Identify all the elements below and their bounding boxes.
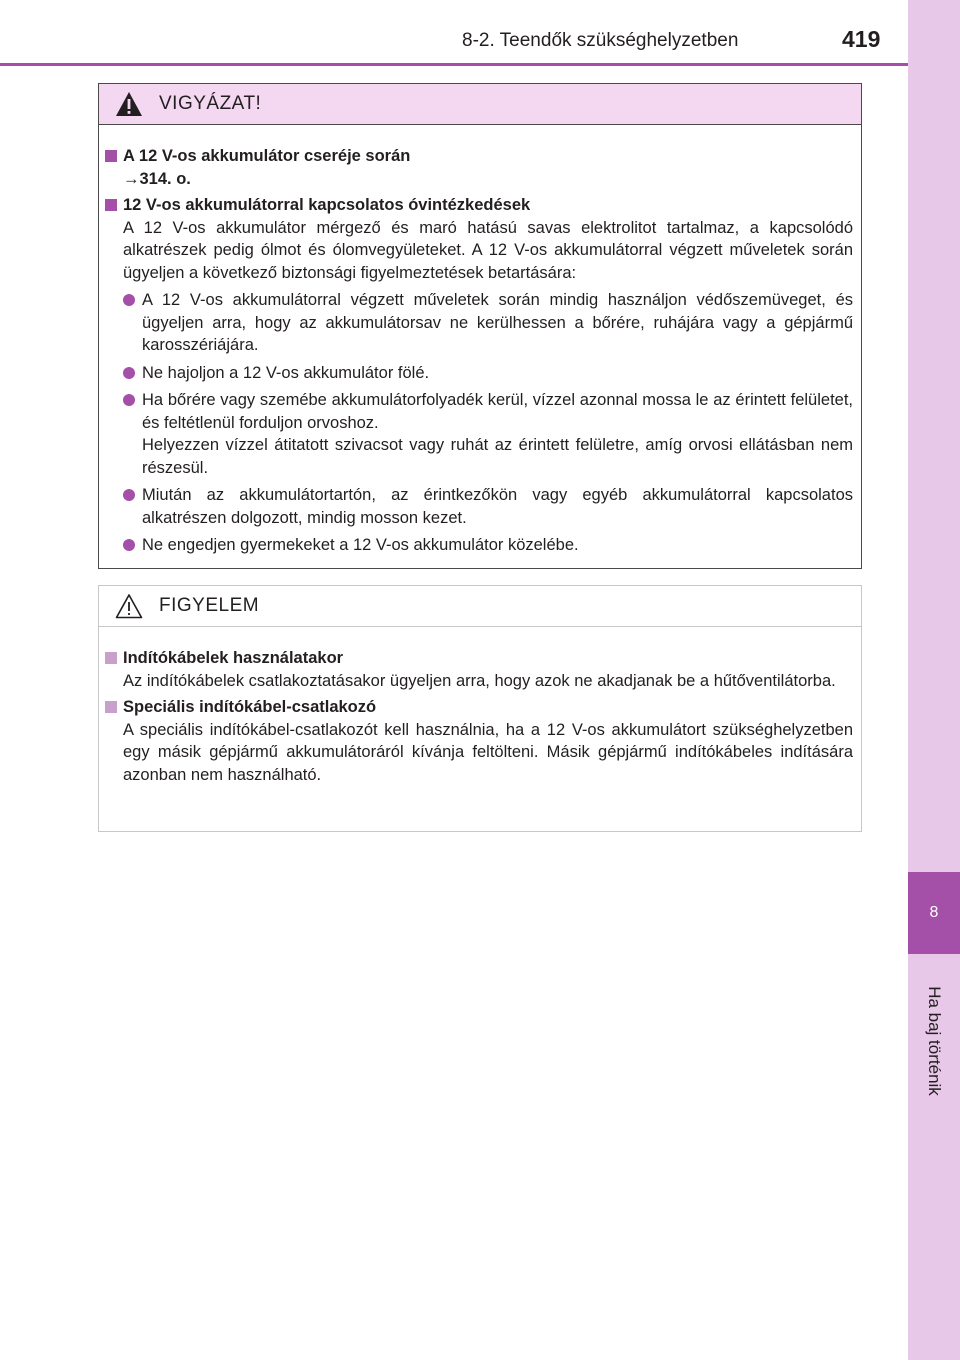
warning-triangle-filled-icon: [115, 91, 143, 117]
warning-title: VIGYÁZAT!: [159, 93, 262, 114]
header-divider: [0, 63, 908, 66]
list-item-text: Ne engedjen gyermekeket a 12 V-os akkumulátor közelébe.: [142, 536, 579, 554]
chapter-title-tab: [908, 966, 960, 1116]
round-bullet-icon: [123, 294, 135, 306]
section-heading: Indítókábelek használatakor: [123, 649, 344, 667]
chapter-number-tab: [908, 872, 960, 954]
warning-box-header: [99, 84, 861, 125]
notice-title: FIGYELEM: [159, 595, 260, 616]
list-item-text: Ha bőrére vagy szemébe akkumulátorfolyadék kerül, vízzel azonnal mossa le az érintett felületet, és feltétlenül forduljon orvoshoz. Helyezzen vízzel átitatott szivacsot vagy ruhát az érintett felületre, amíg orvosi ellátásban nem részesül.: [142, 391, 853, 477]
list-item: [105, 389, 853, 479]
section-text: Az indítókábelek csatlakoztatásakor ügyeljen arra, hogy azok ne akadjanak be a hűtőventilátorba.: [123, 671, 836, 690]
list-item-text: Ne hajoljon a 12 V-os akkumulátor fölé.: [142, 363, 430, 382]
warning-section: [105, 145, 853, 190]
list-item: [105, 289, 853, 357]
warning-section-title: [105, 194, 853, 217]
chapter-title: Ha baj történik: [925, 986, 944, 1096]
round-bullet-icon: [123, 539, 135, 551]
page-reference: →314. o.: [123, 169, 191, 188]
square-bullet-icon: [105, 652, 117, 664]
section-heading: A 12 V-os akkumulátor cseréje során: [123, 147, 411, 165]
notice-section: [105, 696, 853, 786]
warning-triangle-outline-icon: [115, 593, 143, 619]
round-bullet-icon: [123, 489, 135, 501]
list-item: [105, 484, 853, 529]
notice-section-title: [105, 696, 853, 719]
list-item-text: Miután az akkumulátortartón, az érintkezőkön vagy egyéb akkumulátorral kapcsolatos alkatrészen dolgozott, mindig mosson kezet.: [142, 486, 853, 527]
section-heading: 12 V-os akkumulátorral kapcsolatos óvintézkedések: [123, 196, 531, 214]
warning-body: [99, 125, 861, 557]
round-bullet-icon: [123, 367, 135, 379]
section-heading: Speciális indítókábel-csatlakozó: [123, 698, 377, 716]
chapter-number: 8: [929, 904, 939, 921]
notice-section: [105, 647, 853, 692]
notice-box-header: [99, 586, 861, 627]
warning-box: [98, 83, 862, 569]
list-item: [105, 362, 853, 385]
section-text: A speciális indítókábel-csatlakozót kell használnia, ha a 12 V-os akkumulátort szükséghelyzetben egy másik gépjármű akkumulátoráról kívánja feltölteni. Másik gépjármű indítókábeles indítására azonban nem használható.: [123, 720, 853, 784]
square-bullet-icon: [105, 199, 117, 211]
notice-body: [99, 627, 861, 786]
square-bullet-icon: [105, 701, 117, 713]
warning-section-title: [105, 145, 853, 168]
notice-section-title: [105, 647, 853, 670]
section-text: A 12 V-os akkumulátor mérgező és maró hatású savas elektrolitot tartalmaz, a kapcsolódó alkatrészek pedig ólmot és ólomvegyületeket. A 12 V-os akkumulátorral végzett műveletek során ügyeljen a következő biztonsági figyelmeztetések betartására:: [123, 218, 853, 282]
section-title: 8-2. Teendők szükséghelyzetben: [462, 30, 739, 51]
square-bullet-icon: [105, 150, 117, 162]
warning-section: [105, 194, 853, 557]
list-item: [105, 534, 853, 557]
notice-box: [98, 585, 862, 832]
round-bullet-icon: [123, 394, 135, 406]
page-number: 419: [842, 26, 881, 52]
side-tab-background: [908, 0, 960, 872]
list-item-text: A 12 V-os akkumulátorral végzett műveletek során mindig használjon védőszemüveget, és ügyeljen arra, hogy az akkumulátorsav ne kerülhessen a bőrére, ruhájára vagy a gépjármű karosszériájára.: [142, 291, 853, 354]
